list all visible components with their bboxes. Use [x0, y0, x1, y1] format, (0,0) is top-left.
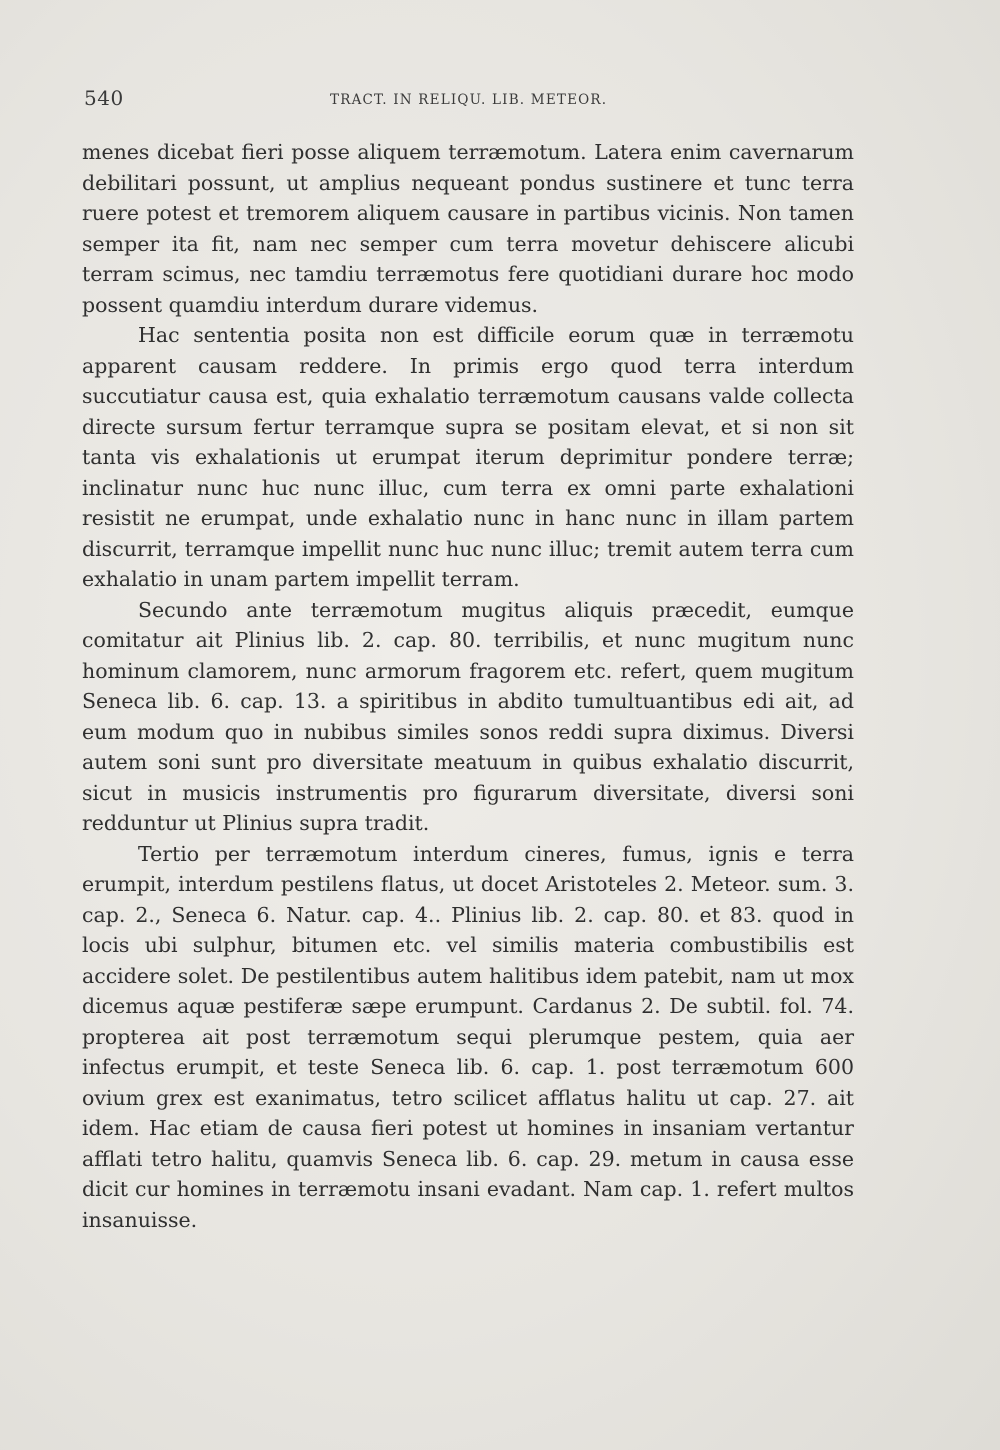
body-text: [82, 137, 854, 1235]
running-title: TRACT. IN RELIQU. LIB. METEOR.: [330, 92, 608, 108]
paragraph-4: Tertio per terræmotum interdum cineres, fumus, ignis e terra erumpit, interdum pestilens flatus, ut docet Aristoteles 2. Meteor. sum. 3. cap. 2., Seneca 6. Natur. cap. 4.. Plinius lib. 2. cap. 80. et 83. quod in locis ubi sulphur, bitumen etc. vel similis materia combustibilis est accidere solet. De pestilentibus autem halitibus idem patebit, nam ut mox dicemus aquæ pestiferæ sæpe erumpunt. Cardanus 2. De subtil. fol. 74. propterea ait post terræmotum sequi plerumque pestem, quia aer infectus erumpit, et teste Seneca lib. 6. cap. 1. post terræmotum 600 ovium grex est exanimatus, tetro scilicet afflatus halitu ut cap. 27. ait idem. Hac etiam de causa fieri potest ut homines in insaniam vertantur afflati tetro halitu, quamvis Seneca lib. 6. cap. 29. metum in causa esse dicit cur homines in terræmotu insani evadant. Nam cap. 1. refert multos insanuisse.: [82, 841, 854, 1232]
page-number: 540: [84, 86, 124, 110]
page-header: [84, 86, 864, 116]
paragraph-1: menes dicebat fieri posse aliquem terræmotum. Latera enim cavernarum debilitari possunt, ut amplius nequeant pondus sustinere et tunc terra ruere potest et tremorem aliquem causare in partibus vicinis. Non tamen semper ita fit, nam nec semper cum terra movetur dehiscere alicubi terram scimus, nec tamdiu terræmotus fere quotidiani durare hoc modo possent quamdiu interdum durare videmus.: [82, 140, 854, 317]
paragraph-3: Secundo ante terræmotum mugitus aliquis præcedit, eumque comitatur ait Plinius lib. 2. cap. 80. terribilis, et nunc mugitum nunc hominum clamorem, nunc armorum fragorem etc. refert, quem mugitum Seneca lib. 6. cap. 13. a spiritibus in abdito tumultuantibus edi ait, ad eum modum quo in nubibus similes sonos reddi supra diximus. Diversi autem soni sunt pro diversitate meatuum in quibus exhalatio discurrit, sicut in musicis instrumentis pro figurarum diversitate, diversi soni redduntur ut Plinius supra tradit.: [82, 597, 854, 835]
paragraph-2: Hac sententia posita non est difficile eorum quæ in terræmotu apparent causam reddere. In primis ergo quod terra interdum succutiatur causa est, quia exhalatio terræmotum causans valde collecta directe sursum fertur terramque supra se positam elevat, et si non sit tanta vis exhalationis ut erumpat iterum deprimitur pondere terræ; inclinatur nunc huc nunc illuc, cum terra ex omni parte exhalationi resistit ne erumpat, unde exhalatio nunc in hanc nunc in illam partem discurrit, terramque impellit nunc huc nunc illuc; tremit autem terra cum exhalatio in unam partem impellit terram.: [82, 323, 854, 591]
